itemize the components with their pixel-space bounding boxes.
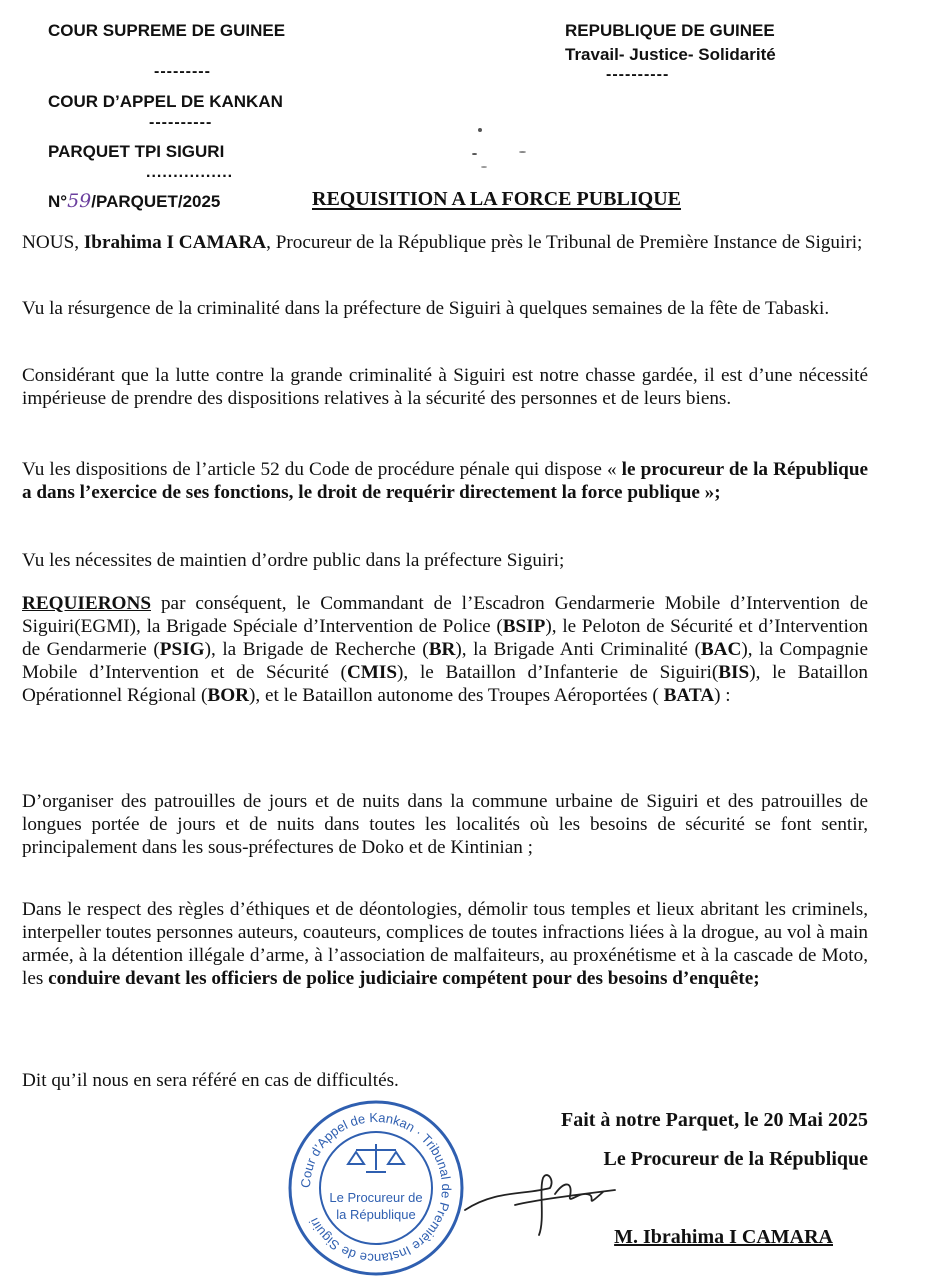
scan-speck [478, 128, 482, 132]
place-date: Fait à notre Parquet, le 20 Mai 2025 [561, 1109, 868, 1131]
paragraph-requierons: REQUIERONS par conséquent, le Commandant de l’Escadron Gendarmerie Mobile d’Intervention de Siguiri(EGMI), la Brigade Spéciale d’Intervention de Police (BSIP), le Peloton de Sécurité et d’Intervention de Gendarmerie (PSIG), la Brigade de Recherche (BR), la Brigade Anti Criminalité (BAC), la Compagnie Mobile d’Intervention et de Sécurité (CMIS), le Bataillon d’Infanterie de Siguiri(BIS), le Bataillon Opérationnel Régional (BOR), et le Bataillon autonome des Troupes Aéroportées ( BATA) : [22, 593, 869, 706]
scales-of-justice-icon [348, 1144, 404, 1172]
signatory-name: M. Ibrahima I CAMARA [614, 1226, 833, 1248]
document-title: REQUISITION A LA FORCE PUBLIQUE [312, 188, 681, 210]
scan-speck [481, 166, 487, 168]
stamp-center-line1: Le Procureur de [329, 1190, 423, 1205]
reference-prefix: N° [48, 192, 68, 211]
stamp-center-line2: la République [336, 1207, 416, 1222]
signatory-role: Le Procureur de la République [603, 1148, 868, 1170]
scan-speck [472, 153, 477, 155]
reference-handwritten-number: 59 [67, 190, 92, 212]
paragraph-ordre-public: Vu les nécessites de maintien d’ordre public dans la préfecture Siguiri; [22, 550, 565, 571]
republic-header: REPUBLIQUE DE GUINEE [565, 21, 775, 40]
court-supreme-header: COUR SUPREME DE GUINEE [48, 21, 286, 40]
header-separator: ---------- [149, 114, 213, 131]
paragraph-difficultes: Dit qu’il nous en sera référé en cas de difficultés. [22, 1070, 399, 1091]
paragraph-resurgence: Vu la résurgence de la criminalité dans la préfecture de Siguiri à quelques semaines de la fête de Tabaski. [22, 298, 830, 319]
header-separator: ................ [146, 164, 234, 181]
header-separator: --------- [154, 63, 211, 80]
official-stamp [286, 1098, 466, 1278]
reference-suffix: /PARQUET/2025 [91, 192, 221, 211]
paragraph-nous: NOUS, Ibrahima I CAMARA, Procureur de la République près le Tribunal de Première Instance de Siguiri; [22, 232, 863, 253]
parquet-header: PARQUET TPI SIGURI [48, 142, 225, 161]
paragraph-article-52: Vu les dispositions de l’article 52 du Code de procédure pénale qui dispose « le procureur de la République a dans l’exercice de ses fonctions, le droit de requérir directement la force publique »; [22, 459, 869, 503]
reference-number [48, 190, 220, 212]
scan-speck [519, 151, 526, 153]
stamp-ring-text: Cour d’Appel de Kankan · Tribunal de Première Instance de Siguiri [297, 1109, 455, 1267]
motto: Travail- Justice- Solidarité [565, 45, 776, 64]
paragraph-patrouilles: D’organiser des patrouilles de jours et de nuits dans la commune urbaine de Siguiri et des patrouilles de longues portée de jours et de nuits dans toutes les localités où les besoins de sécurité se font sentir, principalement dans les sous-préfectures de Doko et de Kintinian ; [22, 791, 868, 858]
court-appeal-header: COUR D’APPEL DE KANKAN [48, 92, 283, 111]
header-separator: ---------- [606, 66, 670, 83]
paragraph-considerant: Considérant que la lutte contre la grande criminalité à Siguiri est notre chasse gardée, il est d’une nécessité impérieuse de prendre des dispositions relatives à la sécurité des personnes et de leurs biens. [22, 365, 868, 409]
handwritten-signature [455, 1150, 625, 1240]
paragraph-respect-regles: Dans le respect des règles d’éthiques et de déontologies, démolir tous temples et lieux abritant les criminels, interpeller toutes personnes auteurs, coauteurs, complices de toutes infractions liées à la drogue, au vol à main armée, à la détention illégale d’arme, à l’association de malfaiteurs, au proxénétisme et à la cascade de Moto, les conduire devant les officiers de police judiciaire compétent pour des besoins d’enquête; [22, 899, 868, 989]
